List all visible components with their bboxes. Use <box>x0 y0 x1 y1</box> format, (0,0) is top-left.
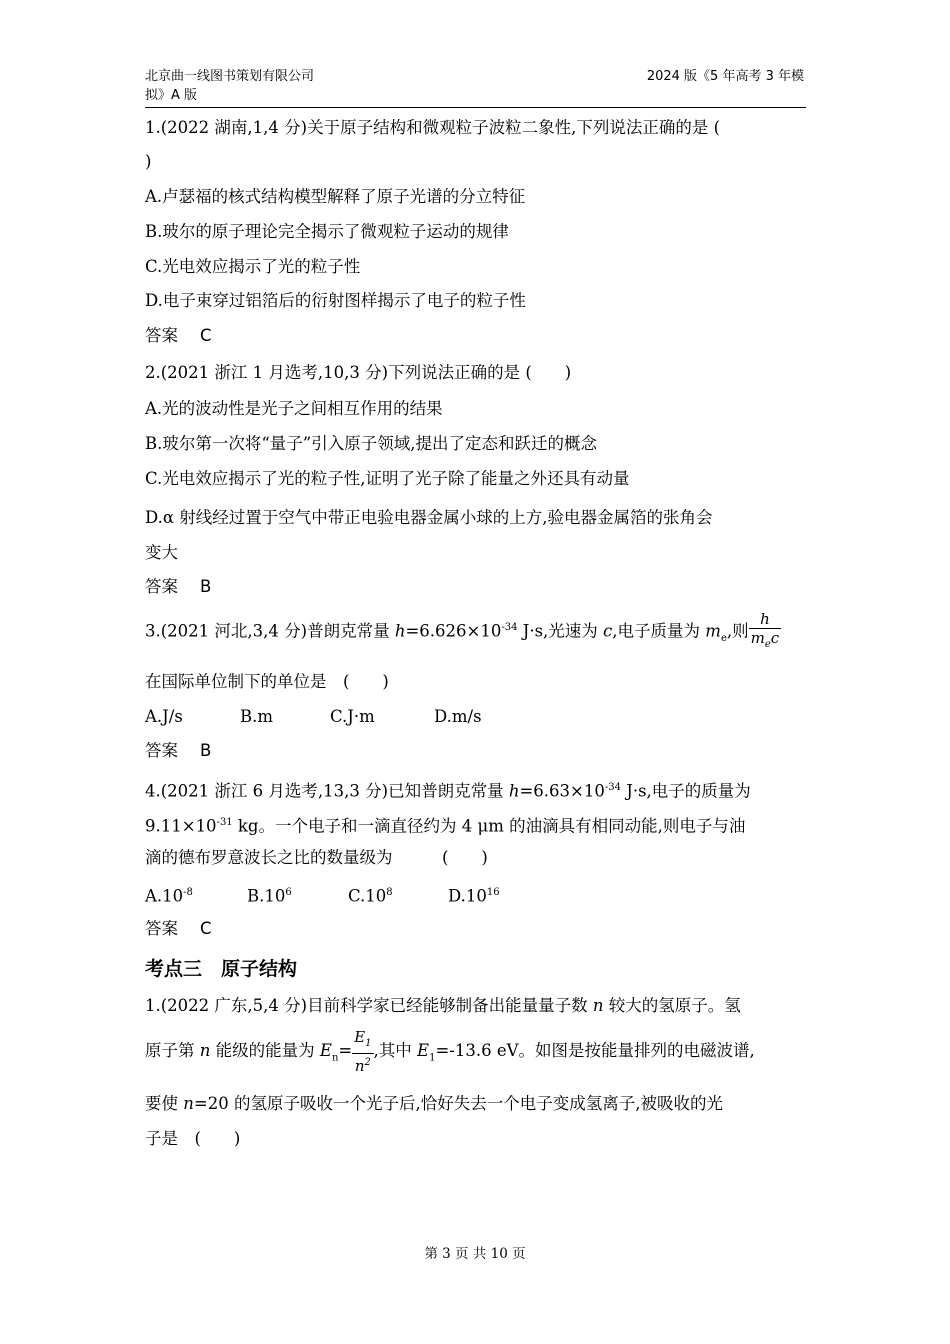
q4-d-exp: 16 <box>486 887 500 898</box>
q1-option-d: D.电子束穿过铝箔后的衍射图样揭示了电子的粒子性 <box>145 291 526 310</box>
q5-den-sup: 2 <box>364 1057 371 1068</box>
q2-option-d: D.α 射线经过置于空气中带正电验电器金属小球的上方,验电器金属箔的张角会 <box>145 508 713 527</box>
q5-line3-a: 要使 <box>145 1094 184 1113</box>
q4-b-base: B.10 <box>247 886 286 906</box>
header-divider <box>145 107 806 108</box>
q5-line2-c: ,其中 <box>373 1041 418 1060</box>
q4-option-b <box>247 882 292 908</box>
q4-stem-value: =6.63×10 <box>519 781 605 801</box>
q3-den-sub: e <box>764 639 771 650</box>
q3-var-m: m <box>705 621 721 641</box>
q1-answer-label: 答案 <box>145 326 178 345</box>
q3-answer-value: B <box>200 741 212 760</box>
q2-option-a: A.光的波动性是光子之间相互作用的结果 <box>145 399 443 418</box>
q4-b-exp: 6 <box>285 887 292 898</box>
q5-line2 <box>145 1028 755 1080</box>
q4-answer <box>145 918 212 940</box>
q2-option-b: B.玻尔第一次将“量子”引入原子领域,提出了定态和跃迁的概念 <box>145 434 597 453</box>
q5-line2-b: 能级的能量为 <box>210 1041 320 1060</box>
q3-exponent: -34 <box>501 622 518 633</box>
q3-stem <box>145 608 781 659</box>
q2-answer <box>145 576 211 598</box>
q2-stem: 2.(2021 浙江 1 月选考,10,3 分)下列说法正确的是 ( ) <box>145 363 572 382</box>
q1-option-b: B.玻尔的原子理论完全揭示了微观粒子运动的规律 <box>145 222 509 241</box>
q1-answer-value: C <box>200 326 212 345</box>
q4-answer-label: 答案 <box>145 919 178 938</box>
q3-den-c: c <box>770 629 780 647</box>
q3-stem-unit: J·s,光速为 <box>517 621 604 641</box>
q4-a-exp: -8 <box>183 887 193 898</box>
q5-line1-b: 较大的氢原子。氢 <box>603 996 741 1015</box>
q3-option-a: A.J/s <box>145 707 183 726</box>
q5-var-E-sub: n <box>331 1052 339 1064</box>
q4-stem-line2 <box>145 812 745 838</box>
q3-fraction <box>749 610 782 654</box>
section-heading: 考点三 原子结构 <box>145 958 298 980</box>
header-book-title: 2024 版《5 年高考 3 年模 <box>646 69 804 84</box>
q4-stem-rest: J·s,电子的质量为 <box>620 781 751 801</box>
header-publisher-line1: 北京曲一线图书策划有限公司 <box>145 69 315 84</box>
q5-line3 <box>145 1093 723 1115</box>
q4-c-base: C.10 <box>348 886 387 906</box>
q5-line2-d: =-13.6 eV。如图是按能量排列的电磁波谱, <box>435 1041 755 1060</box>
q5-line2-var-n: n <box>199 1041 211 1060</box>
q3-option-d: D.m/s <box>434 707 482 726</box>
q5-line3-b: =20 的氢原子吸收一个光子后,恰好失去一个电子变成氢离子,被吸收的光 <box>193 1094 723 1113</box>
q5-num-sub: 1 <box>365 1038 372 1049</box>
q3-var-c: c <box>603 621 613 641</box>
q5-fraction-numerator <box>352 1028 373 1054</box>
q5-fraction <box>352 1028 373 1075</box>
header-publisher-line2: 拟》A 版 <box>145 88 198 103</box>
q5-den-n: n <box>354 1057 365 1075</box>
q1-option-c: C.光电效应揭示了光的粒子性 <box>145 257 361 276</box>
q2-answer-value: B <box>200 577 212 596</box>
q1-option-a: A.卢瑟福的核式结构模型解释了原子光谱的分立特征 <box>145 187 526 206</box>
q4-option-d <box>448 882 500 908</box>
q5-line2-a: 原子第 <box>145 1041 200 1060</box>
q5-equals: = <box>338 1041 353 1060</box>
q5-var-E1: E <box>417 1041 430 1060</box>
q3-answer-label: 答案 <box>145 741 178 760</box>
q3-stem-line2: 在国际单位制下的单位是 ( ) <box>145 672 389 691</box>
q2-answer-label: 答案 <box>145 577 178 596</box>
q4-stem-line2-rest: kg。一个电子和一滴直径约为 4 μm 的油滴具有相同动能,则电子与油 <box>232 816 746 836</box>
q1-stem-end: ) <box>145 152 152 171</box>
q3-fraction-numerator: h <box>749 610 782 629</box>
q3-den-m: m <box>750 629 765 647</box>
q5-line3-var-n: n <box>183 1094 194 1113</box>
q3-var-m-sub: e <box>720 632 727 644</box>
q4-stem <box>145 777 751 803</box>
q5-var-n: n <box>592 996 604 1015</box>
q3-fraction-denominator <box>749 629 782 654</box>
q5-line4: 子是 ( ) <box>145 1129 241 1148</box>
q2-option-d-cont: 变大 <box>145 543 178 562</box>
q4-stem-prefix: 4.(2021 浙江 6 月选考,13,3 分)已知普朗克常量 <box>145 781 509 801</box>
q5-var-E: E <box>319 1041 332 1060</box>
q4-var-h: h <box>508 781 520 801</box>
q4-a-base: A.10 <box>145 886 184 906</box>
q5-num-E: E <box>354 1028 366 1046</box>
page-number: 第 3 页 共 10 页 <box>424 1246 526 1262</box>
q4-stem-line3: 滴的德布罗意波长之比的数量级为 ( ) <box>145 848 488 867</box>
q3-stem-then: ,则 <box>726 621 749 641</box>
header-publisher <box>145 67 365 105</box>
q2-option-c: C.光电效应揭示了光的粒子性,证明了光子除了能量之外还具有动量 <box>145 469 630 488</box>
q4-exponent: -34 <box>604 782 621 793</box>
q3-stem-value: =6.626×10 <box>405 621 502 641</box>
q5-line1-a: 1.(2022 广东,5,4 分)目前科学家已经能够制备出能量量子数 <box>145 996 593 1015</box>
q4-mass-base: 9.11×10 <box>145 816 217 836</box>
q3-option-c: C.J·m <box>330 707 375 726</box>
q4-option-a <box>145 882 193 908</box>
q1-answer <box>145 325 212 347</box>
q3-option-b: B.m <box>240 707 274 726</box>
q3-stem-mass: ,电子质量为 <box>612 621 706 641</box>
q4-mass-exponent: -31 <box>216 817 233 828</box>
q5-line1 <box>145 995 741 1017</box>
q3-var-h: h <box>394 621 406 641</box>
q1-stem: 1.(2022 湖南,1,4 分)关于原子结构和微观粒子波粒二象性,下列说法正确的是 ( <box>145 118 721 137</box>
q4-d-base: D.10 <box>448 886 487 906</box>
q3-answer <box>145 740 211 762</box>
q4-c-exp: 8 <box>386 887 393 898</box>
q5-var-E1-sub: 1 <box>429 1052 436 1064</box>
q5-fraction-denominator <box>352 1054 373 1075</box>
q4-option-c <box>348 882 393 908</box>
q3-stem-prefix: 3.(2021 河北,3,4 分)普朗克常量 <box>145 621 395 641</box>
q4-answer-value: C <box>200 919 212 938</box>
